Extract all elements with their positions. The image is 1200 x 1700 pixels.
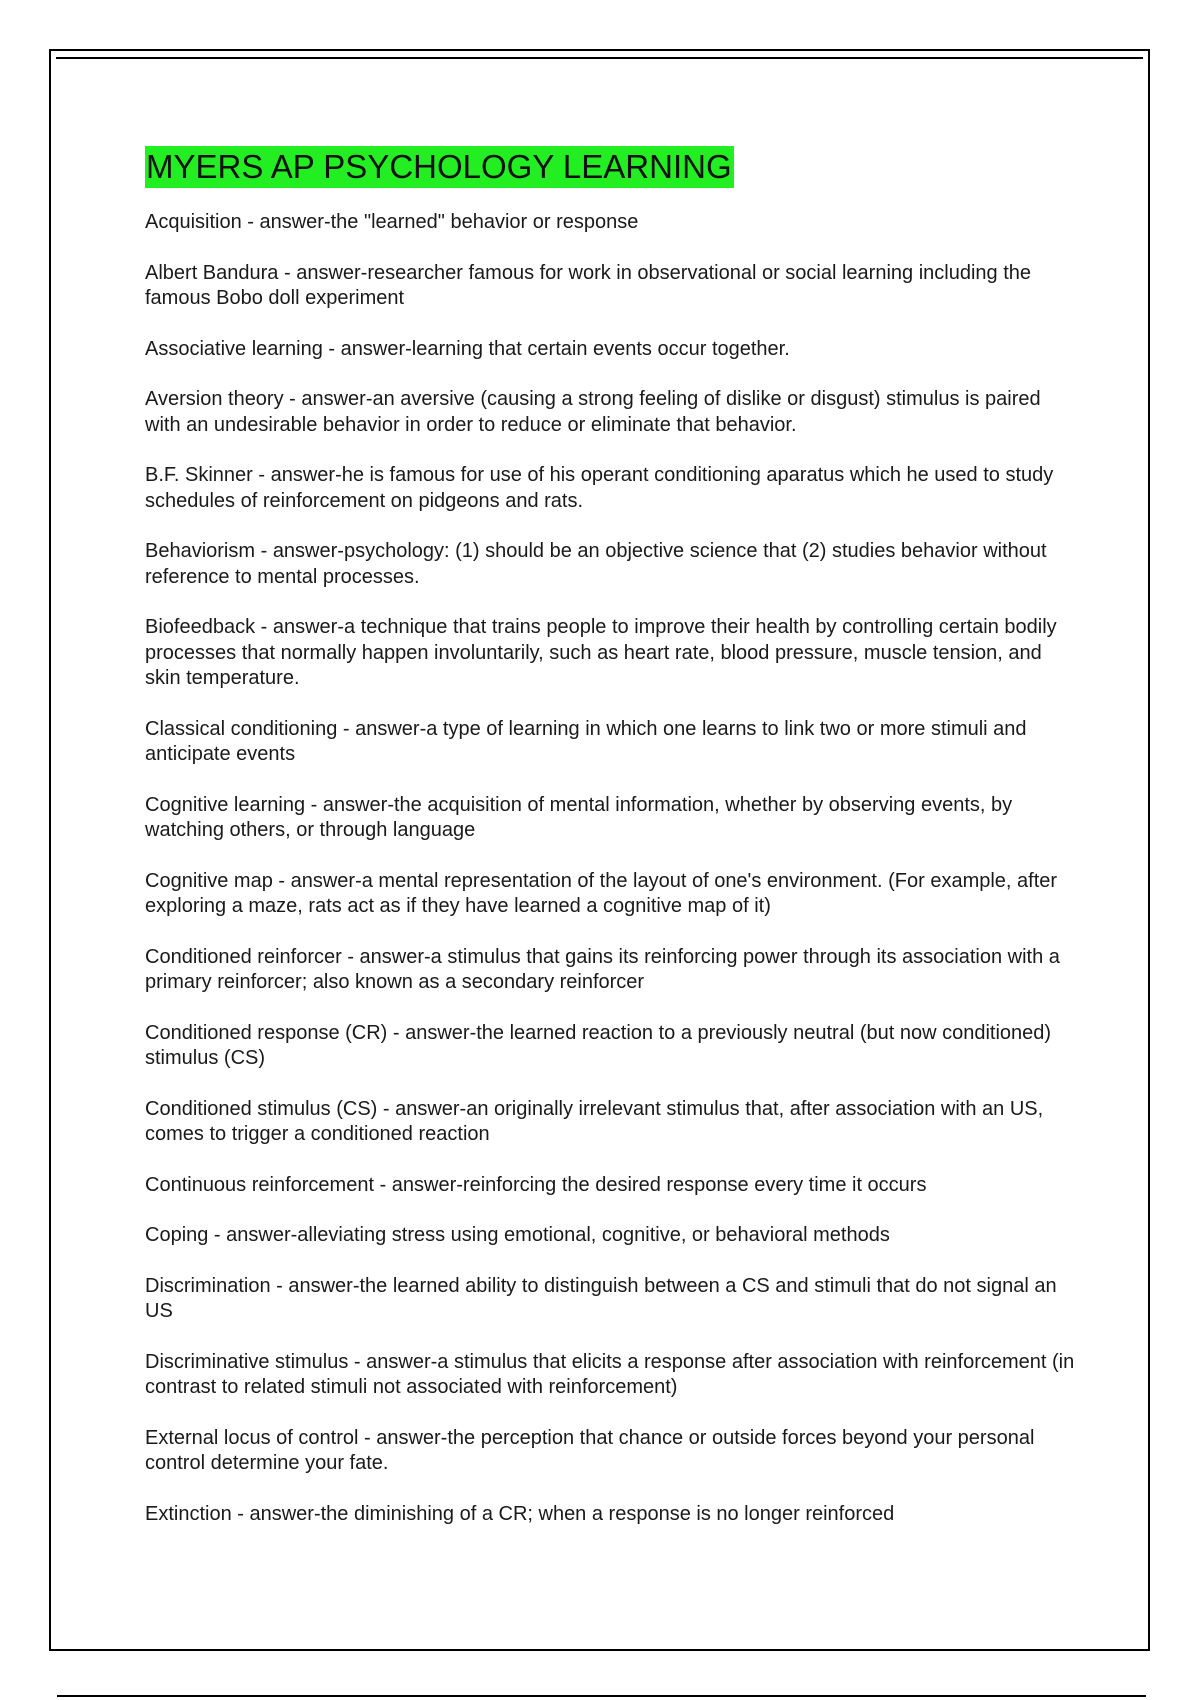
term-list: [145, 210, 1075, 1527]
term-entry: Acquisition - answer-the "learned" behavior or response: [145, 211, 639, 233]
term-entry: Conditioned reinforcer - answer-a stimulus that gains its reinforcing power through its association with a primary reinforcer; also known as a secondary reinforcer: [145, 945, 1060, 993]
term-entry: Extinction - answer-the diminishing of a CR; when a response is no longer reinforced: [145, 1502, 895, 1525]
bottom-rule: [57, 1695, 1146, 1697]
term-entry: Continuous reinforcement - answer-reinforcing the desired response every time it occurs: [145, 1173, 927, 1196]
term-entry: Biofeedback - answer-a technique that trains people to improve their health by controlling certain bodily processes that normally happen involuntarily, such as heart rate, blood pressure, muscle tension, and skin temperature.: [145, 616, 1057, 689]
term-entry: Discriminative stimulus - answer-a stimulus that elicits a response after association with reinforcement (in contrast to related stimuli not associated with reinforcement): [145, 1350, 1075, 1398]
term-entry: Discrimination - answer-the learned ability to distinguish between a CS and stimuli that do not signal an US: [145, 1274, 1057, 1322]
term-entry: Albert Bandura - answer-researcher famous for work in observational or social learning including the famous Bobo doll experiment: [145, 261, 1031, 309]
term-entry: Coping - answer-alleviating stress using emotional, cognitive, or behavioral methods: [145, 1224, 890, 1246]
term-entry: B.F. Skinner - answer-he is famous for use of his operant conditioning aparatus which he used to study schedules of reinforcement on pidgeons and rats.: [145, 464, 1054, 512]
term-entry: Cognitive learning - answer-the acquisition of mental information, whether by observing events, by watching others, or through language: [145, 793, 1013, 841]
page-title: MYERS AP PSYCHOLOGY LEARNING: [145, 146, 734, 188]
term-entry: External locus of control - answer-the perception that chance or outside forces beyond your personal control determine your fate.: [145, 1426, 1035, 1474]
term-entry: Behaviorism - answer-psychology: (1) should be an objective science that (2) studies behavior without reference to mental processes.: [145, 540, 1047, 588]
term-entry: Conditioned stimulus (CS) - answer-an originally irrelevant stimulus that, after association with an US, comes to trigger a conditioned reaction: [145, 1097, 1044, 1145]
term-entry: Aversion theory - answer-an aversive (causing a strong feeling of dislike or disgust) stimulus is paired with an undesirable behavior in order to reduce or eliminate that behavior.: [145, 388, 1041, 436]
term-entry: Classical conditioning - answer-a type of learning in which one learns to link two or more stimuli and anticipate events: [145, 717, 1027, 765]
document-body: [145, 146, 1075, 1552]
term-entry: Conditioned response (CR) - answer-the learned reaction to a previously neutral (but now conditioned) stimulus (CS): [145, 1021, 1052, 1069]
top-rule: [56, 57, 1143, 59]
term-entry: Associative learning - answer-learning that certain events occur together.: [145, 337, 790, 360]
term-entry: Cognitive map - answer-a mental representation of the layout of one's environment. (For example, after exploring a maze, rats act as if they have learned a cognitive map of it): [145, 869, 1058, 917]
